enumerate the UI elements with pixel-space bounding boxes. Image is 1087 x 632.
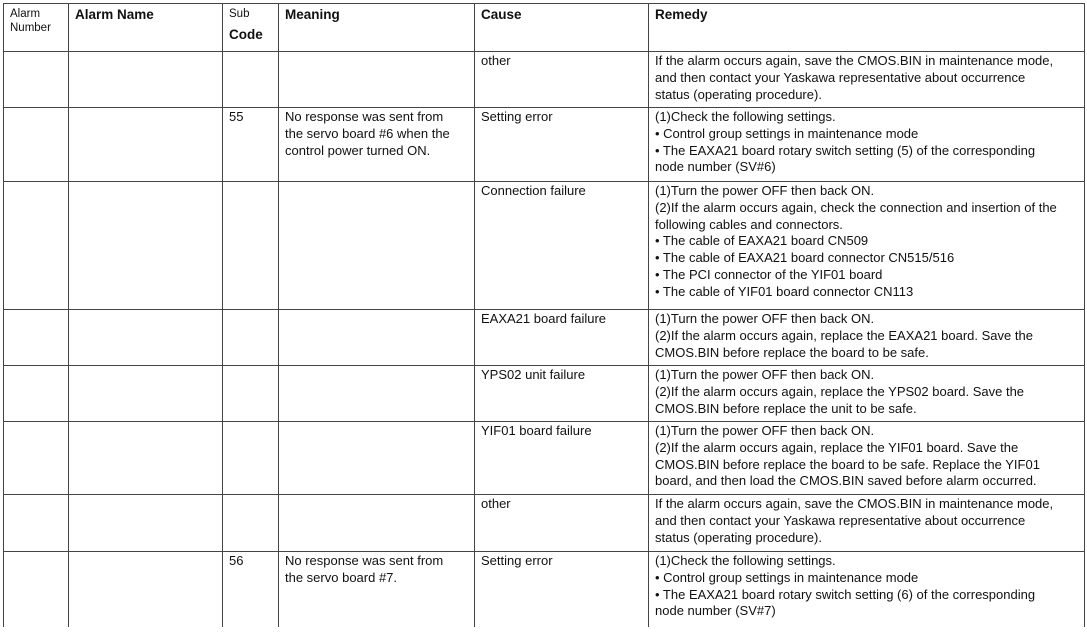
meaning-cell bbox=[279, 108, 475, 182]
sub-code-cell bbox=[223, 52, 279, 108]
meaning-cell-line: No response was sent from bbox=[285, 553, 444, 568]
cause-cell-line: Connection failure bbox=[481, 183, 586, 198]
table-row bbox=[4, 310, 1085, 366]
table-row bbox=[4, 182, 1085, 310]
table-row bbox=[4, 366, 1085, 422]
remedy-cell-line: • The cable of EAXA21 board CN509 bbox=[655, 233, 869, 249]
remedy-cell bbox=[649, 422, 1085, 495]
remedy-cell-line: status (operating procedure). bbox=[655, 529, 822, 545]
cause-cell-line: other bbox=[481, 496, 511, 511]
table-row bbox=[4, 422, 1085, 495]
cause-cell-line: Setting error bbox=[481, 109, 553, 124]
cause-cell bbox=[475, 182, 649, 310]
remedy-cell-line: • The EAXA21 board rotary switch setting (5) of the corresponding bbox=[655, 142, 1036, 158]
alarm-number-cell bbox=[4, 108, 69, 182]
remedy-cell-line: (1)Turn the power OFF then back ON. bbox=[655, 367, 875, 382]
header-row bbox=[4, 4, 1085, 52]
remedy-cell-line: and then contact your Yaskawa representative about occurrence bbox=[655, 69, 1026, 85]
cause-cell bbox=[475, 552, 649, 627]
meaning-cell-line: the servo board #6 when the bbox=[285, 125, 450, 141]
alarm-name-cell bbox=[69, 495, 223, 552]
remedy-cell-line: CMOS.BIN before replace the unit to be safe. bbox=[655, 400, 917, 416]
meaning-cell bbox=[279, 366, 475, 422]
remedy-cell-line: (2)If the alarm occurs again, replace the YPS02 board. Save the bbox=[655, 383, 1025, 399]
cause-cell-line: YPS02 unit failure bbox=[481, 367, 586, 382]
table-row bbox=[4, 552, 1085, 627]
alarm-number-cell bbox=[4, 422, 69, 495]
cause-cell-line: Setting error bbox=[481, 553, 553, 568]
remedy-cell bbox=[649, 552, 1085, 627]
alarm-number-cell bbox=[4, 366, 69, 422]
meaning-cell-line: the servo board #7. bbox=[285, 569, 398, 585]
sub-code-cell bbox=[223, 422, 279, 495]
meaning-cell bbox=[279, 552, 475, 627]
alarm-name-cell bbox=[69, 182, 223, 310]
cause-cell bbox=[475, 52, 649, 108]
remedy-cell-line: (1)Turn the power OFF then back ON. bbox=[655, 311, 875, 326]
remedy-cell-line: • Control group settings in maintenance mode bbox=[655, 569, 919, 585]
remedy-cell-line: node number (SV#6) bbox=[655, 159, 776, 175]
header-remedy: Remedy bbox=[649, 4, 1085, 52]
sub-code-cell bbox=[223, 495, 279, 552]
sub-code-cell bbox=[223, 182, 279, 310]
cause-cell bbox=[475, 108, 649, 182]
sub-code-cell bbox=[223, 366, 279, 422]
alarm-name-cell bbox=[69, 52, 223, 108]
meaning-cell bbox=[279, 52, 475, 108]
sub-code-cell bbox=[223, 310, 279, 366]
table-row bbox=[4, 495, 1085, 552]
remedy-cell bbox=[649, 52, 1085, 108]
cause-cell-line: other bbox=[481, 53, 511, 68]
header-alarm-name: Alarm Name bbox=[69, 4, 223, 52]
remedy-cell bbox=[649, 495, 1085, 552]
alarm-table bbox=[3, 3, 1085, 627]
header-cause: Cause bbox=[475, 4, 649, 52]
meaning-cell-line: No response was sent from bbox=[285, 109, 444, 124]
remedy-cell-line: • The EAXA21 board rotary switch setting (6) of the corresponding bbox=[655, 586, 1036, 602]
remedy-cell-line: • Control group settings in maintenance mode bbox=[655, 125, 919, 141]
alarm-name-cell bbox=[69, 552, 223, 627]
alarm-name-cell bbox=[69, 108, 223, 182]
cause-cell-line: YIF01 board failure bbox=[481, 423, 592, 438]
remedy-cell-line: board, and then load the CMOS.BIN saved before alarm occurred. bbox=[655, 473, 1037, 489]
cause-cell bbox=[475, 422, 649, 495]
meaning-cell bbox=[279, 182, 475, 310]
alarm-number-cell bbox=[4, 495, 69, 552]
remedy-cell-line: status (operating procedure). bbox=[655, 86, 822, 102]
remedy-cell-line: (2)If the alarm occurs again, replace the YIF01 board. Save the bbox=[655, 439, 1019, 455]
table-row bbox=[4, 52, 1085, 108]
remedy-cell-line: • The cable of EAXA21 board connector CN515/516 bbox=[655, 250, 955, 266]
cause-cell bbox=[475, 495, 649, 552]
alarm-number-cell bbox=[4, 310, 69, 366]
alarm-name-cell bbox=[69, 422, 223, 495]
meaning-cell bbox=[279, 422, 475, 495]
remedy-cell-line: If the alarm occurs again, save the CMOS.BIN in maintenance mode, bbox=[655, 496, 1054, 511]
table-row bbox=[4, 108, 1085, 182]
sub-code-cell-line: 55 bbox=[229, 109, 244, 124]
alarm-name-cell bbox=[69, 310, 223, 366]
remedy-cell-line: If the alarm occurs again, save the CMOS.BIN in maintenance mode, bbox=[655, 53, 1054, 68]
remedy-cell-line: • The cable of YIF01 board connector CN113 bbox=[655, 283, 914, 299]
alarm-name-cell bbox=[69, 366, 223, 422]
cause-cell bbox=[475, 366, 649, 422]
sub-code-cell bbox=[223, 552, 279, 627]
remedy-cell bbox=[649, 108, 1085, 182]
remedy-cell-line: (1)Turn the power OFF then back ON. bbox=[655, 423, 875, 438]
remedy-cell-line: (1)Check the following settings. bbox=[655, 553, 836, 568]
meaning-cell-line: control power turned ON. bbox=[285, 142, 431, 158]
remedy-cell-line: (1)Check the following settings. bbox=[655, 109, 836, 124]
cause-cell bbox=[475, 310, 649, 366]
remedy-cell bbox=[649, 366, 1085, 422]
meaning-cell bbox=[279, 495, 475, 552]
sub-code-cell-line: 56 bbox=[229, 553, 244, 568]
alarm-number-cell bbox=[4, 552, 69, 627]
header-sub-code: Sub Code bbox=[223, 4, 279, 52]
header-meaning: Meaning bbox=[279, 4, 475, 52]
remedy-cell-line: (2)If the alarm occurs again, check the connection and insertion of the bbox=[655, 199, 1057, 215]
remedy-cell bbox=[649, 182, 1085, 310]
meaning-cell bbox=[279, 310, 475, 366]
alarm-number-cell bbox=[4, 52, 69, 108]
remedy-cell-line: CMOS.BIN before replace the board to be safe. bbox=[655, 344, 929, 360]
remedy-cell-line: (2)If the alarm occurs again, replace the EAXA21 board. Save the bbox=[655, 327, 1033, 343]
alarm-number-cell bbox=[4, 182, 69, 310]
sub-code-cell bbox=[223, 108, 279, 182]
remedy-cell-line: (1)Turn the power OFF then back ON. bbox=[655, 183, 875, 198]
remedy-cell-line: following cables and connectors. bbox=[655, 216, 843, 232]
remedy-cell bbox=[649, 310, 1085, 366]
remedy-cell-line: node number (SV#7) bbox=[655, 603, 776, 619]
remedy-cell-line: CMOS.BIN before replace the board to be safe. Replace the YIF01 bbox=[655, 456, 1040, 472]
remedy-cell-line: and then contact your Yaskawa representative about occurrence bbox=[655, 512, 1026, 528]
header-alarm-number: Alarm Number bbox=[4, 4, 69, 52]
cause-cell-line: EAXA21 board failure bbox=[481, 311, 607, 326]
remedy-cell-line: • The PCI connector of the YIF01 board bbox=[655, 266, 883, 282]
